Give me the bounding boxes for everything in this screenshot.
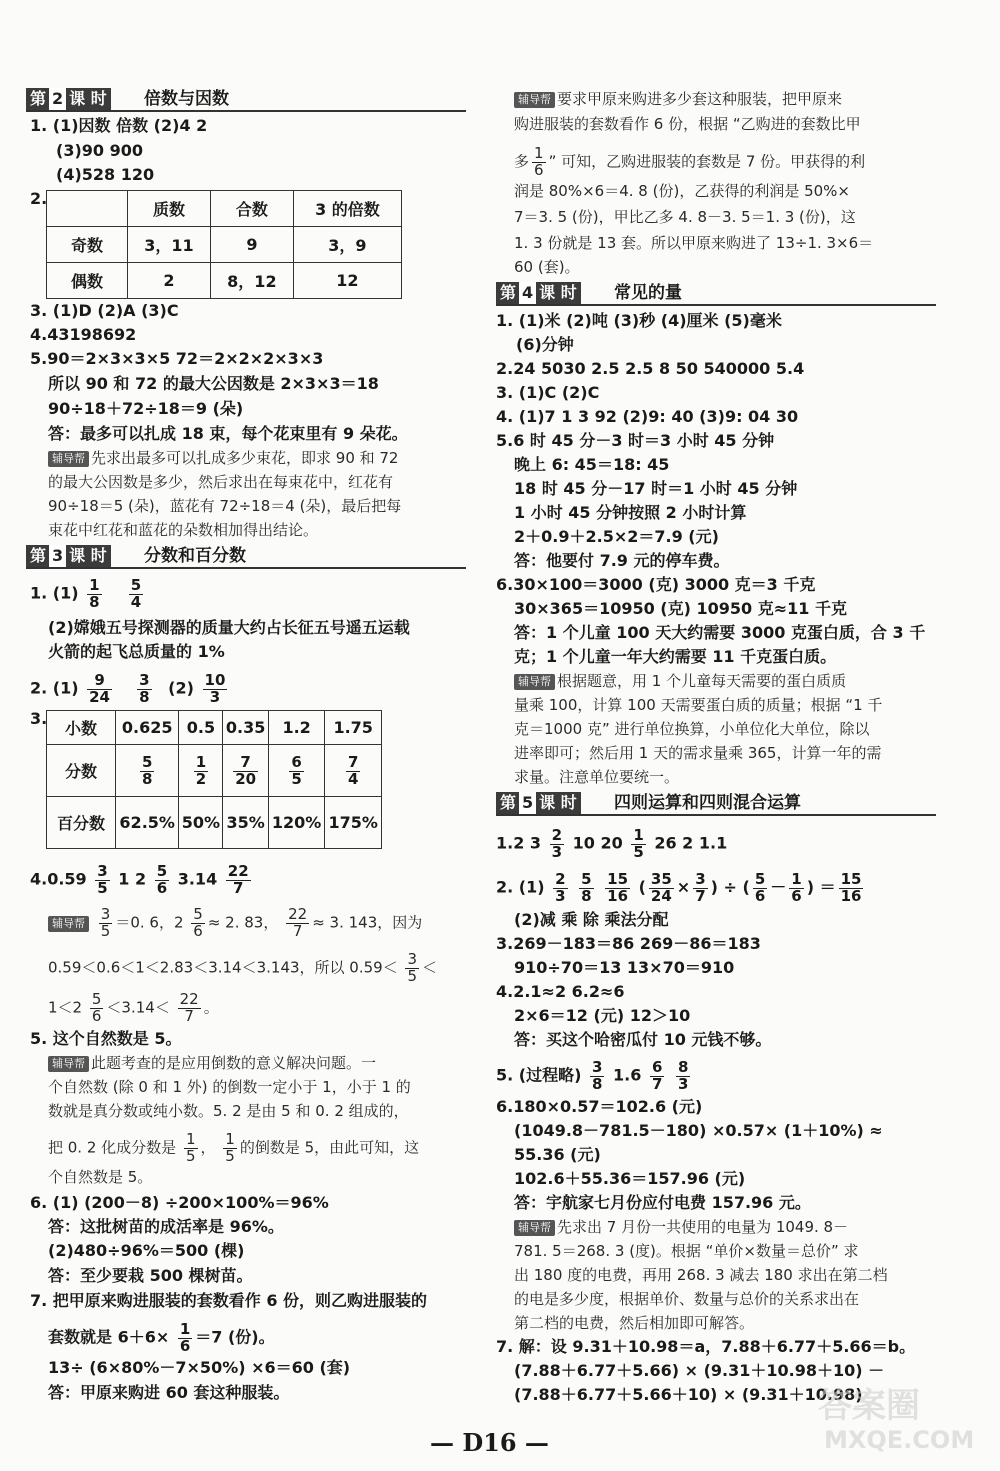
denominator: 7: [292, 922, 303, 940]
answer-line: [30, 578, 146, 610]
denominator: 5: [97, 879, 108, 897]
table-cell: 小数: [47, 711, 116, 745]
fraction: [178, 1322, 192, 1354]
answer-line: (6)分钟: [516, 335, 574, 354]
table-cell: 120%: [268, 797, 325, 849]
answer-text: －: [770, 877, 787, 897]
note-line: 的电是多少度，根据单价、数量与总价的关系求出在: [514, 1290, 860, 1308]
denominator: 3: [551, 843, 563, 861]
numerator: 5: [193, 905, 203, 923]
answer-line: (2)480÷96%＝500 (棵): [48, 1241, 245, 1260]
table-cell: 0.35: [223, 711, 268, 745]
lesson-4-tag: [496, 282, 581, 304]
answer-line: 5.6 时 45 分－3 时＝3 小时 45 分钟: [496, 431, 775, 450]
fraction: [87, 673, 112, 705]
answer-line: 2×6＝12 (元) 12＞10: [514, 1006, 691, 1025]
note-line: 润是 80%×6＝4. 8 (份)，乙获得的利润是 50%×: [514, 182, 850, 200]
note-text: ，: [200, 1138, 216, 1157]
fraction: [191, 907, 205, 939]
lesson-number: 4: [519, 282, 536, 304]
fraction: [140, 752, 154, 788]
fraction: $\frac{1}{5}$: [185, 1130, 196, 1165]
answer-text: 套数就是 6＋6×: [48, 1327, 170, 1347]
fraction-table: [46, 710, 382, 849]
numerator: 1: [633, 826, 644, 844]
note-text: ≈ 3. 143，因为: [312, 913, 423, 932]
table-cell: 合数: [210, 191, 293, 227]
answer-line: 7. 把甲原来购进服装的套数看作 6 份，则乙购进服装的: [30, 1291, 428, 1310]
note-line: 个自然数是 5。: [48, 1168, 153, 1186]
numerator: 9: [87, 673, 112, 690]
note-text: ＜3.14＜: [106, 998, 170, 1017]
answer-line: [496, 1060, 693, 1092]
note-text: 多: [514, 152, 530, 171]
lesson-tag-pre: 第: [30, 89, 47, 108]
answer-line: (4)528 120: [56, 165, 155, 184]
watermark-logo: [818, 1378, 998, 1468]
note-text: ＝0. 6，2: [115, 913, 184, 932]
lesson-tag-pre: 第: [500, 793, 517, 812]
answer-line: 4.2.1≈2 6.2≈6: [496, 982, 625, 1001]
q-label: 2. (1): [30, 678, 79, 698]
table-cell: [223, 745, 268, 797]
lesson-tag-pre: 第: [30, 546, 47, 565]
tutor-badge: 辅导帮: [514, 92, 555, 108]
note-line: 7＝3. 5 (份)，甲比乙多 4. 8－3. 5＝1. 3 (份)，这: [514, 208, 856, 226]
page-number: — D16 —: [430, 1428, 549, 1457]
denominator: 8: [141, 769, 153, 788]
fraction: [605, 872, 630, 904]
answer-text: 1 2: [118, 869, 147, 889]
denominator: 7: [695, 887, 706, 905]
note-line: 60 (套)。: [514, 258, 580, 276]
table-cell: 0.625: [116, 711, 179, 745]
answer-line: 910÷70＝13 13×70＝910: [514, 958, 735, 977]
note-text: ＜: [422, 958, 438, 977]
fraction: [194, 752, 208, 788]
answer-text: 26 2 1.1: [654, 833, 728, 853]
answer-line: 102.6＋55.36＝157.96 (元): [514, 1169, 746, 1188]
answer-line: [48, 1322, 275, 1354]
answer-line: (2)减 乘 除 乘法分配: [514, 910, 669, 929]
table-cell: [47, 191, 128, 227]
answer-line: 答：1 个儿童 100 天大约需要 3000 克蛋白质，合 3 千: [514, 623, 926, 642]
table-cell: 分数: [47, 745, 116, 797]
table-cell: [116, 745, 179, 797]
watermark-url: MXQE.COM: [824, 1426, 975, 1454]
table-cell: [325, 745, 382, 797]
denominator: 24: [650, 887, 672, 905]
table-cell: 0.5: [179, 711, 223, 745]
fraction: [289, 752, 303, 788]
answer-line: (2)嫦娥五号探测器的质量大约占长征五号遥五运载: [48, 618, 410, 637]
denominator: 8: [89, 593, 100, 611]
answer-line: 1 小时 45 分钟按照 2 小时计算: [514, 503, 747, 522]
fraction: [129, 578, 143, 610]
answer-line: 2.: [30, 189, 48, 208]
lesson-2-tag: [26, 88, 111, 110]
note-text: 此题考查的是应用倒数的意义解决问题。一: [91, 1054, 377, 1072]
lesson-3-header: [26, 545, 466, 569]
note-text: 先求出 7 月份一共使用的电量为 1049. 8－: [557, 1218, 849, 1236]
fraction: [789, 872, 803, 904]
numerator: 5: [581, 870, 592, 888]
numerator: 3: [592, 1058, 603, 1076]
answer-line: 3.: [30, 709, 48, 728]
answer-line: 1. (1)米 (2)吨 (3)秒 (4)厘米 (5)毫米: [496, 311, 782, 330]
answer-line: 答：至少要栽 500 棵树苗。: [48, 1266, 253, 1285]
lesson-3-title: 分数和百分数: [144, 546, 246, 566]
note-text: ≈ 2. 83，: [207, 913, 279, 932]
answer-line: 晚上 6: 45＝18: 45: [514, 455, 670, 474]
denominator: 5: [633, 843, 644, 861]
note-text: 要求甲原来购进多少套这种服装，把甲原来: [557, 90, 843, 108]
answer-line: 答：他要付 7.9 元的停车费。: [514, 551, 730, 570]
denominator: 2: [195, 769, 207, 788]
numerator: 15: [607, 870, 629, 888]
fraction: [550, 828, 564, 860]
denominator: 7: [184, 1007, 194, 1025]
watermark-text: 答案圈: [818, 1386, 920, 1426]
table-cell: 质数: [128, 191, 211, 227]
numerator: 3: [100, 905, 111, 923]
answer-line: (3)90 900: [56, 141, 143, 160]
answer-text: 10 20: [572, 833, 623, 853]
denominator: 4: [130, 593, 142, 611]
fraction: [693, 872, 707, 904]
lesson-tag-pre: 第: [500, 283, 517, 302]
table-cell: 62.5%: [116, 797, 179, 849]
answer-line: 2＋0.9＋2.5×2＝7.9 (元): [514, 527, 719, 546]
answer-text: 3.14: [177, 869, 218, 889]
denominator: 3: [555, 887, 566, 905]
lesson-5-header: [496, 792, 936, 816]
fraction: [226, 864, 251, 896]
note-line: [514, 88, 842, 110]
numerator: 3: [695, 870, 706, 888]
answer-line: 火箭的起飞总质量的 1%: [48, 642, 225, 661]
fraction: $\frac{1}{5}$: [225, 1130, 235, 1165]
answer-line: 6. (1) (200－8) ÷200×100%＝96%: [30, 1193, 329, 1212]
numerator: 3: [407, 950, 418, 968]
note-line: 781. 5＝268. 3 (度)。根据 “单价×数量＝总价” 求: [514, 1242, 859, 1260]
numerator: 5: [130, 576, 142, 594]
fraction: [178, 992, 201, 1024]
answer-line: 90÷18＋72÷18＝9 (朵): [48, 399, 244, 418]
fraction: $\frac{1}{6}$: [534, 144, 544, 179]
answer-line: 18 时 45 分－17 时＝1 小时 45 分钟: [514, 479, 798, 498]
denominator: 5: [407, 967, 418, 985]
note-text: 把 0. 2 化成分数是: [48, 1138, 177, 1157]
note-line: 先求出最多可以扎成多少束花，即求 90 和 72: [91, 449, 399, 467]
denominator: 6: [91, 1007, 102, 1025]
denominator: 8: [581, 887, 592, 905]
denominator: 6: [179, 1337, 191, 1355]
denominator: 3: [209, 688, 221, 706]
tutor-badge: 辅导帮: [514, 674, 555, 690]
answer-text: 4.0.59: [30, 869, 87, 889]
fraction: [95, 864, 109, 896]
denominator: 6: [193, 922, 203, 940]
answer-line: 6.180×0.57＝102.6 (元): [496, 1097, 703, 1116]
note-text: 1＜2: [48, 998, 83, 1017]
answer-line: 答：最多可以扎成 18 束，每个花束里有 9 朵花。: [48, 424, 408, 443]
note-line: 1. 3 份就是 13 套。所以甲原来购进了 13÷1. 3×6＝: [514, 234, 874, 252]
lesson-5-title: 四则运算和四则混合运算: [614, 793, 801, 813]
answer-line: 5.90＝2×3×3×5 72＝2×2×2×3×3: [30, 349, 324, 368]
numerator: 35: [650, 870, 672, 888]
answer-text: 1.2 3: [496, 833, 542, 853]
tutor-badge: 辅导帮: [514, 1220, 555, 1236]
answer-line: (1049.8－781.5－180) ×0.57× (1＋10%) ≈: [514, 1121, 883, 1140]
note-line: [48, 992, 219, 1024]
numerator: 5: [91, 990, 102, 1008]
numerator: 1: [195, 752, 207, 771]
lesson-number: 3: [49, 545, 66, 567]
note-line: 购进服装的套数看作 6 份，根据 “乙购进的套数比甲: [514, 115, 861, 133]
answer-text: 2. (1): [496, 877, 545, 897]
numerator: 3: [139, 671, 150, 689]
note-line: [48, 1052, 376, 1074]
note-line: 求量。注意单位要统一。: [514, 768, 680, 786]
tutor-badge: 辅导帮: [48, 1056, 89, 1072]
answer-text: ) ＝: [806, 877, 836, 897]
note-text: 0.59＜0.6＜1＜2.83＜3.14＜3.143，所以 0.59＜: [48, 958, 398, 977]
numerator: 1: [89, 576, 100, 594]
q-label: (2): [168, 678, 194, 698]
fraction: [137, 673, 151, 705]
note-line: 克＝1000 克” 进行单位换算，小单位化大单位，除以: [514, 720, 870, 738]
table-cell: 百分数: [47, 797, 116, 849]
fraction: [155, 864, 169, 896]
table-cell: 12: [293, 263, 401, 299]
lesson-2-header: [26, 88, 466, 112]
answer-line: 7. 解：设 9.31＋10.98＝a，7.88＋6.77＋5.66＝b。: [496, 1337, 916, 1356]
denominator: 7: [651, 1075, 663, 1093]
answer-line: (7.88＋6.77＋5.66＋10) × (9.31＋10.98): [514, 1385, 863, 1404]
numerator: 6: [651, 1058, 663, 1076]
answer-line: 答：甲原来购进 60 套这种服装。: [48, 1383, 290, 1402]
lesson-tag-post: 课 时: [69, 89, 107, 108]
answer-line: 4. (1)7 1 3 92 (2)9: 40 (3)9: 04 30: [496, 407, 799, 426]
denominator: 24: [89, 688, 110, 706]
lesson-number: 5: [519, 792, 536, 814]
answer-line: 3. (1)D (2)A (3)C: [30, 301, 179, 320]
denominator: 5: [100, 922, 111, 940]
denominator: 4: [347, 769, 359, 788]
note-line: [514, 670, 846, 692]
answer-text: (: [638, 877, 646, 897]
denominator: 16: [607, 887, 629, 905]
table-cell: 9: [210, 227, 293, 263]
note-line: [48, 1132, 419, 1164]
answer-line: [496, 828, 727, 860]
denominator: 6: [156, 879, 168, 897]
note-line: [514, 1216, 848, 1238]
note-line: 个自然数 (除 0 和 1 外) 的倒数一定小于 1，小于 1 的: [48, 1078, 411, 1096]
numerator: 7: [347, 752, 359, 771]
table-cell: 3，11: [128, 227, 211, 263]
numerator: 5: [156, 862, 168, 880]
q-label: 1. (1): [30, 583, 79, 603]
table-cell: 175%: [325, 797, 382, 849]
denominator: 8: [592, 1075, 603, 1093]
table-cell: 2: [128, 263, 211, 299]
note-line: 出 180 度的电费，再用 268. 3 减去 180 求出在第二档: [514, 1266, 888, 1284]
fraction: [579, 872, 593, 904]
answer-text: 1.6: [613, 1065, 642, 1085]
fraction: [649, 872, 674, 904]
answer-line: [496, 872, 866, 904]
fraction: [346, 752, 360, 788]
answer-line: [30, 864, 254, 896]
numerator: 22: [179, 990, 199, 1008]
table-cell: 8，12: [210, 263, 293, 299]
fraction: [631, 828, 645, 860]
lesson-tag-post: 课 时: [539, 283, 577, 302]
note-line: 量乘 100，计算 100 天需要蛋白质的质量；根据 “1 千: [514, 696, 883, 714]
numerator: 1: [791, 870, 802, 888]
denominator: 16: [840, 887, 862, 905]
table-cell: 偶数: [47, 263, 128, 299]
answer-line: [30, 673, 230, 705]
numerator: 6: [291, 752, 302, 771]
table-cell: 3 的倍数: [293, 191, 401, 227]
fraction: [286, 907, 309, 939]
lesson-tag-post: 课 时: [69, 546, 107, 565]
note-block: [48, 447, 398, 469]
answer-line: 2.24 5030 2.5 2.5 8 50 540000 5.4: [496, 359, 805, 378]
lesson-4-title: 常见的量: [614, 283, 682, 303]
denominator: 8: [139, 688, 150, 706]
note-line: [514, 146, 865, 178]
answer-line: 55.36 (元): [514, 1145, 601, 1164]
answer-line: 答：买这个哈密瓜付 10 元钱不够。: [514, 1030, 772, 1049]
numerator: 3: [97, 862, 108, 880]
denominator: 3: [677, 1075, 689, 1093]
tutor-badge: 辅导帮: [48, 451, 89, 467]
numerator: 2: [555, 870, 566, 888]
table-cell: [268, 745, 325, 797]
numerator: 8: [677, 1058, 689, 1076]
answer-text: 5. (过程略): [496, 1065, 582, 1085]
note-text: ” 可知，乙购进服装的套数是 7 份。甲获得的利: [548, 152, 866, 171]
fraction: [650, 1060, 664, 1092]
lesson-tag-post: 课 时: [539, 793, 577, 812]
note-text: 根据题意，用 1 个儿童每天需要的蛋白质质: [557, 672, 847, 690]
answer-line: 4.43198692: [30, 325, 137, 344]
denominator: 5: [291, 769, 302, 788]
numerator: 5: [754, 870, 766, 888]
fraction: [233, 752, 258, 788]
answer-line: 3.269－183＝86 269－86＝183: [496, 934, 761, 953]
answer-line: 1. (1)因数 倍数 (2)4 2: [30, 116, 208, 135]
fraction: [590, 1060, 604, 1092]
answer-text: ＝7 (份)。: [195, 1327, 275, 1347]
numerator: 22: [288, 905, 308, 923]
fraction: [676, 1060, 690, 1092]
answer-line: 答：这批树苗的成活率是 96%。: [48, 1217, 284, 1236]
table-cell: 奇数: [47, 227, 128, 263]
note-text: 的倒数是 5，由此可知，这: [239, 1138, 420, 1157]
answer-line: 3. (1)C (2)C: [496, 383, 600, 402]
numerator: 10: [204, 671, 226, 689]
lesson-5-tag: [496, 792, 581, 814]
fraction: [99, 907, 113, 939]
note-line: 的最大公因数是多少，然后求出在每束花中，红花有: [48, 473, 394, 491]
table-cell: 50%: [179, 797, 223, 849]
parity-table: [46, 190, 402, 299]
note-line: [48, 907, 422, 939]
table-cell: 3，9: [293, 227, 401, 263]
note-line: 90÷18＝5 (朵)，蓝花有 72÷18＝4 (朵)，最后把每: [48, 497, 402, 515]
note-line: 进率即可；然后用 1 天的需求量乘 365，计算一年的需: [514, 744, 882, 762]
numerator: 2: [551, 826, 563, 844]
answer-line: 6.30×100＝3000 (克) 3000 克＝3 千克: [496, 575, 816, 594]
numerator: 1: [179, 1320, 191, 1338]
fraction: [87, 578, 101, 610]
table-cell: [179, 745, 223, 797]
lesson-2-title: 倍数与因数: [144, 89, 229, 109]
note-text: 。: [203, 998, 219, 1017]
fraction: [839, 872, 864, 904]
answer-line: 答：宇航家七月份应付电费 157.96 元。: [514, 1193, 811, 1212]
note-line: 数就是真分数或纯小数。5. 2 是由 5 和 0. 2 组成的，: [48, 1102, 409, 1120]
table-cell: 1.75: [325, 711, 382, 745]
lesson-4-header: [496, 282, 936, 306]
answer-line: 所以 90 和 72 的最大公因数是 2×3×3＝18: [48, 374, 379, 393]
denominator: 7: [233, 879, 244, 897]
table-cell: 35%: [223, 797, 268, 849]
fraction: [753, 872, 767, 904]
lesson-3-tag: [26, 545, 111, 567]
fraction: [90, 992, 104, 1024]
lesson-number: 2: [49, 88, 66, 110]
note-line: 第二档的电费，然后相加即可解答。: [514, 1314, 755, 1332]
note-line: 束花中红花和蓝花的朵数相加得出结论。: [48, 521, 319, 539]
fraction: [553, 872, 567, 904]
answer-text: ×: [676, 877, 691, 897]
answer-line: 5. 这个自然数是 5。: [30, 1029, 182, 1048]
answer-text: ) ÷ (: [710, 877, 750, 897]
denominator: 6: [754, 887, 766, 905]
answer-line: 克；1 个儿童一年大约需要 11 千克蛋白质。: [514, 647, 837, 666]
denominator: 6: [791, 887, 802, 905]
fraction: [405, 952, 419, 984]
denominator: 20: [235, 769, 257, 788]
answer-line: 13÷ (6×80%－7×50%) ×6＝60 (套): [48, 1358, 351, 1377]
numerator: 22: [227, 862, 249, 880]
note-line: [48, 952, 437, 984]
numerator: 5: [141, 752, 153, 771]
numerator: 15: [840, 870, 862, 888]
answer-line: 30×365＝10950 (克) 10950 克≈11 千克: [514, 599, 847, 618]
table-cell: 1.2: [268, 711, 325, 745]
numerator: 7: [233, 755, 258, 772]
fraction: [203, 673, 228, 705]
tutor-badge: 辅导帮: [48, 916, 89, 932]
answer-line: (7.88＋6.77＋5.66) × (9.31＋10.98＋10) －: [514, 1361, 885, 1380]
